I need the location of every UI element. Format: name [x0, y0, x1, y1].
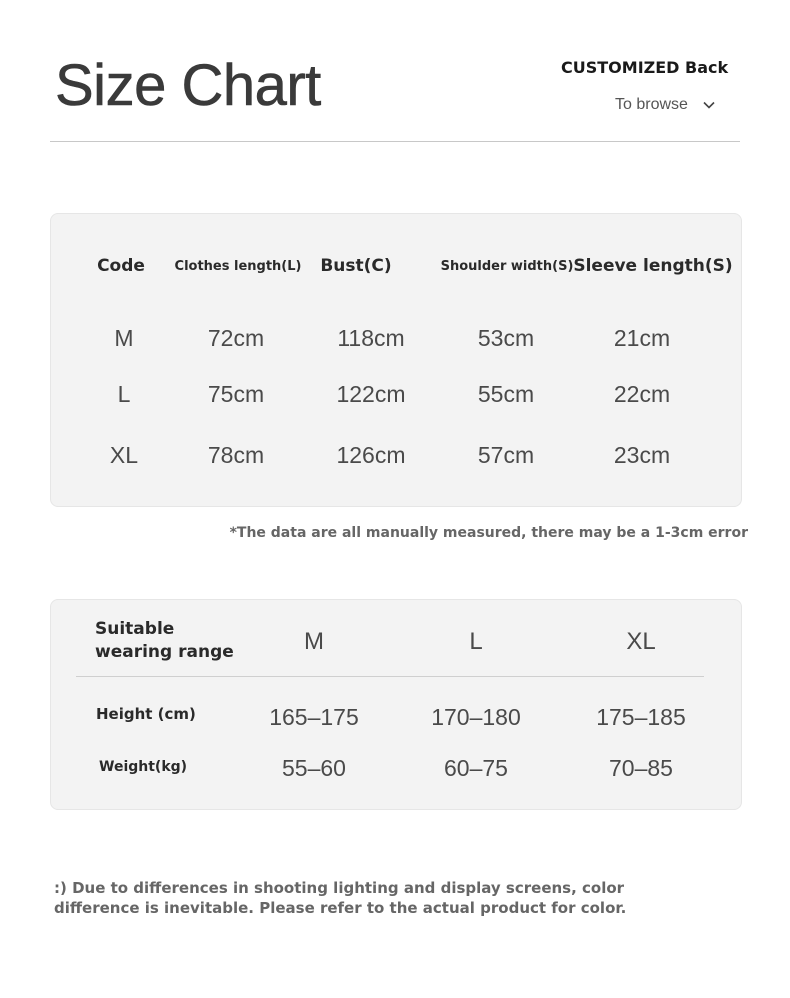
table-cell: 165–175: [269, 704, 359, 730]
size-header-xl: XL: [626, 628, 656, 655]
column-header-code: Code: [97, 256, 145, 276]
column-header-shoulder-width: Shoulder width(S): [440, 259, 574, 274]
table-cell: 75cm: [207, 381, 265, 407]
size-header-l: L: [469, 628, 483, 655]
measurement-note: *The data are all manually measured, there may be a 1-3cm error: [229, 525, 748, 541]
table-cell: 53cm: [477, 325, 535, 351]
chevron-down-icon: [702, 98, 716, 112]
table-cell: 70–85: [609, 755, 673, 781]
browse-dropdown[interactable]: [615, 96, 716, 114]
table-cell: L: [117, 381, 131, 407]
table-cell: 118cm: [337, 325, 405, 351]
table-cell: 21cm: [613, 325, 671, 351]
size-table: [50, 213, 742, 507]
wearing-range-label: Suitable wearing range: [95, 619, 234, 662]
table-cell: 23cm: [613, 442, 671, 468]
table-cell: 175–185: [596, 704, 686, 730]
table-cell: 55cm: [477, 381, 535, 407]
table-cell: 126cm: [336, 442, 406, 468]
table-cell: M: [114, 325, 134, 351]
table-cell: 55–60: [282, 755, 346, 781]
column-header-clothes-length: Clothes length(L): [174, 259, 302, 274]
browse-label: To browse: [615, 96, 688, 113]
wearing-range-table: [50, 599, 742, 810]
range-divider: [76, 676, 704, 677]
table-cell: 72cm: [207, 325, 265, 351]
header-divider: [50, 141, 740, 142]
table-cell: 22cm: [613, 381, 671, 407]
page-title: Size Chart: [55, 53, 321, 118]
table-cell: 60–75: [444, 755, 508, 781]
column-header-bust: Bust(C): [320, 256, 392, 276]
size-header-m: M: [304, 628, 324, 655]
table-cell: 170–180: [431, 704, 521, 730]
weight-label: Weight(kg): [99, 759, 188, 775]
table-cell: 57cm: [477, 442, 535, 468]
color-disclaimer: :) Due to differences in shooting lighting and display screens, color difference is inevitable. Please refer to the actual product for color.: [54, 879, 627, 917]
table-cell: 78cm: [207, 442, 265, 468]
table-cell: XL: [109, 442, 139, 468]
customized-back-link[interactable]: CUSTOMIZED Back: [561, 58, 729, 77]
column-header-sleeve-length: Sleeve length(S): [573, 256, 733, 276]
height-label: Height (cm): [96, 705, 196, 723]
table-cell: 122cm: [336, 381, 406, 407]
